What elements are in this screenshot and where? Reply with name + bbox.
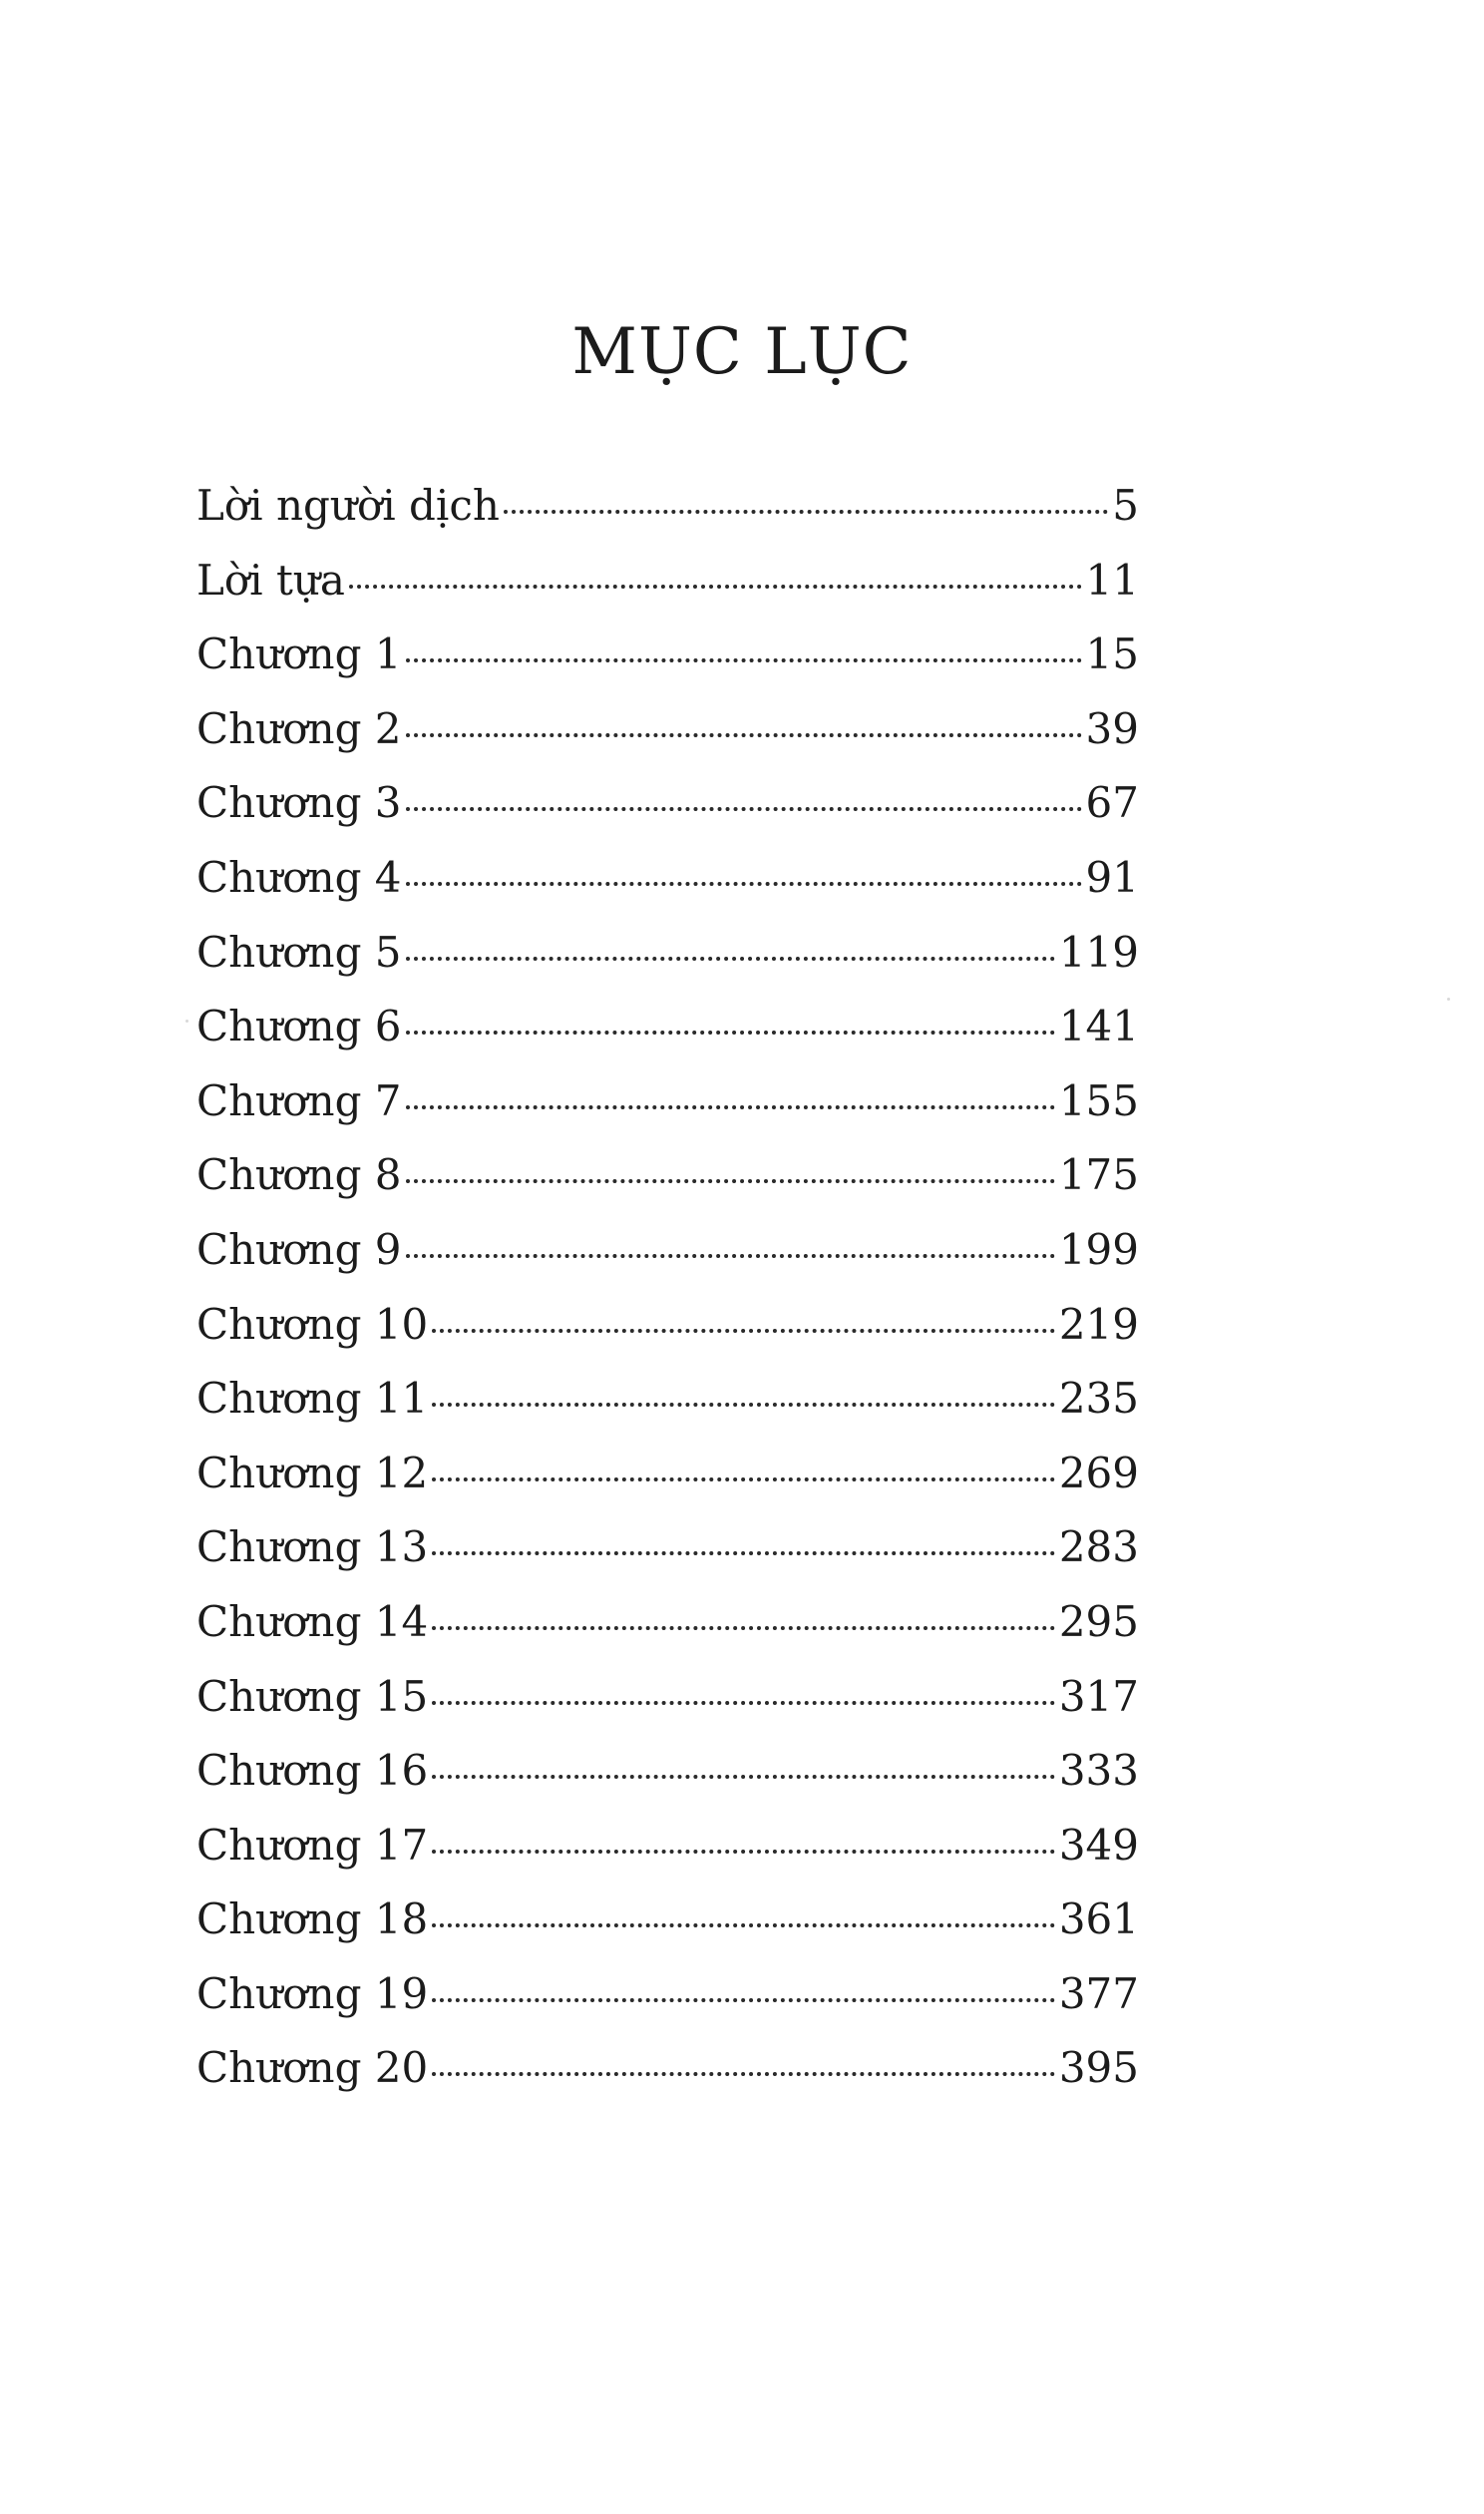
toc-entry-page-number: 283 xyxy=(1058,1522,1139,1572)
toc-entry-page-number: 317 xyxy=(1058,1671,1139,1721)
toc-entry-label: Chương 19 xyxy=(196,1968,429,2018)
toc-entry-label: Chương 20 xyxy=(196,2043,429,2093)
toc-entry-page-number: 15 xyxy=(1085,629,1139,679)
dot-leader xyxy=(349,585,1082,589)
toc-entry xyxy=(196,1288,1139,1363)
paper-speck xyxy=(1447,998,1450,1001)
toc-entry-label: Chương 7 xyxy=(196,1075,402,1125)
dot-leader xyxy=(432,1701,1055,1705)
toc-entry xyxy=(196,1213,1139,1288)
toc-entry-label: Chương 10 xyxy=(196,1299,429,1349)
toc-entry xyxy=(196,544,1139,619)
toc-entry-page-number: 141 xyxy=(1058,1002,1139,1051)
toc-entry xyxy=(196,1734,1139,1809)
toc-entry-label: Chương 6 xyxy=(196,1002,402,1051)
dot-leader xyxy=(432,1775,1055,1779)
dot-leader xyxy=(432,1998,1055,2002)
toc-entry-label: Chương 18 xyxy=(196,1894,429,1944)
dot-leader xyxy=(406,807,1082,811)
page-title: MỤC LỤC xyxy=(571,314,913,389)
toc-entry-label: Chương 17 xyxy=(196,1820,429,1870)
toc-entry xyxy=(196,1585,1139,1660)
toc-entry-page-number: 175 xyxy=(1058,1150,1139,1200)
dot-leader xyxy=(432,2072,1055,2076)
toc-entry-label: Chương 13 xyxy=(196,1522,429,1572)
toc-entry xyxy=(196,990,1139,1064)
toc-entry xyxy=(196,1138,1139,1213)
toc-entry-label: Lời tựa xyxy=(196,555,345,605)
toc-entry-page-number: 361 xyxy=(1058,1894,1139,1944)
toc-entry-page-number: 235 xyxy=(1058,1374,1139,1424)
dot-leader xyxy=(432,1923,1055,1927)
toc-entry-label: Chương 9 xyxy=(196,1224,402,1274)
toc-entry xyxy=(196,1809,1139,1884)
toc-entry-label: Chương 14 xyxy=(196,1596,429,1646)
toc-entry-label: Chương 5 xyxy=(196,927,402,977)
dot-leader xyxy=(432,1626,1055,1630)
dot-leader xyxy=(406,882,1082,886)
toc-entry xyxy=(196,916,1139,991)
toc-entry-page-number: 119 xyxy=(1058,927,1139,977)
toc-entry xyxy=(196,1883,1139,1957)
toc-entry xyxy=(196,1064,1139,1139)
dot-leader xyxy=(406,1254,1055,1258)
dot-leader xyxy=(432,1329,1055,1333)
toc-entry-page-number: 91 xyxy=(1085,852,1139,902)
toc-entry-label: Lời người dịch xyxy=(196,481,500,530)
paper-speck xyxy=(186,1020,188,1023)
dot-leader xyxy=(432,1551,1055,1555)
toc-entry-label: Chương 15 xyxy=(196,1671,429,1721)
toc-entry xyxy=(196,1437,1139,1511)
toc-entry-label: Chương 4 xyxy=(196,852,402,902)
dot-leader xyxy=(406,957,1055,961)
toc-entry-page-number: 199 xyxy=(1058,1224,1139,1274)
dot-leader xyxy=(432,1477,1055,1481)
toc-entry-page-number: 5 xyxy=(1112,481,1139,530)
toc-entry-page-number: 295 xyxy=(1058,1596,1139,1646)
dot-leader xyxy=(432,1403,1055,1407)
toc-entry-page-number: 377 xyxy=(1058,1968,1139,2018)
toc-entry xyxy=(196,469,1139,544)
toc-entry xyxy=(196,1660,1139,1735)
dot-leader xyxy=(406,733,1082,737)
toc-entry-page-number: 11 xyxy=(1085,555,1139,605)
toc-entry xyxy=(196,692,1139,767)
toc-entry-page-number: 219 xyxy=(1058,1299,1139,1349)
toc-entry-page-number: 349 xyxy=(1058,1820,1139,1870)
dot-leader xyxy=(432,1850,1055,1854)
toc-entry-label: Chương 2 xyxy=(196,703,402,753)
toc-entry-label: Chương 16 xyxy=(196,1746,429,1796)
toc-entry xyxy=(196,1957,1139,2032)
toc-entry-page-number: 67 xyxy=(1085,778,1139,828)
toc-entry-label: Chương 8 xyxy=(196,1150,402,1200)
dot-leader xyxy=(406,1031,1055,1035)
dot-leader xyxy=(406,658,1082,662)
toc-entry-label: Chương 3 xyxy=(196,778,402,828)
toc-entry xyxy=(196,2031,1139,2106)
toc-entry-page-number: 269 xyxy=(1058,1448,1139,1497)
dot-leader xyxy=(406,1105,1055,1109)
toc-entry xyxy=(196,766,1139,841)
table-of-contents xyxy=(196,469,1139,2106)
toc-entry xyxy=(196,841,1139,916)
toc-entry xyxy=(196,618,1139,692)
toc-entry-label: Chương 1 xyxy=(196,629,402,679)
toc-entry-page-number: 39 xyxy=(1085,703,1139,753)
dot-leader xyxy=(406,1179,1055,1183)
toc-entry-page-number: 333 xyxy=(1058,1746,1139,1796)
toc-entry-label: Chương 12 xyxy=(196,1448,429,1497)
toc-entry xyxy=(196,1510,1139,1585)
dot-leader xyxy=(504,510,1108,514)
toc-entry-label: Chương 11 xyxy=(196,1374,429,1424)
toc-entry-page-number: 155 xyxy=(1058,1075,1139,1125)
toc-entry-page-number: 395 xyxy=(1058,2043,1139,2093)
toc-entry xyxy=(196,1362,1139,1437)
